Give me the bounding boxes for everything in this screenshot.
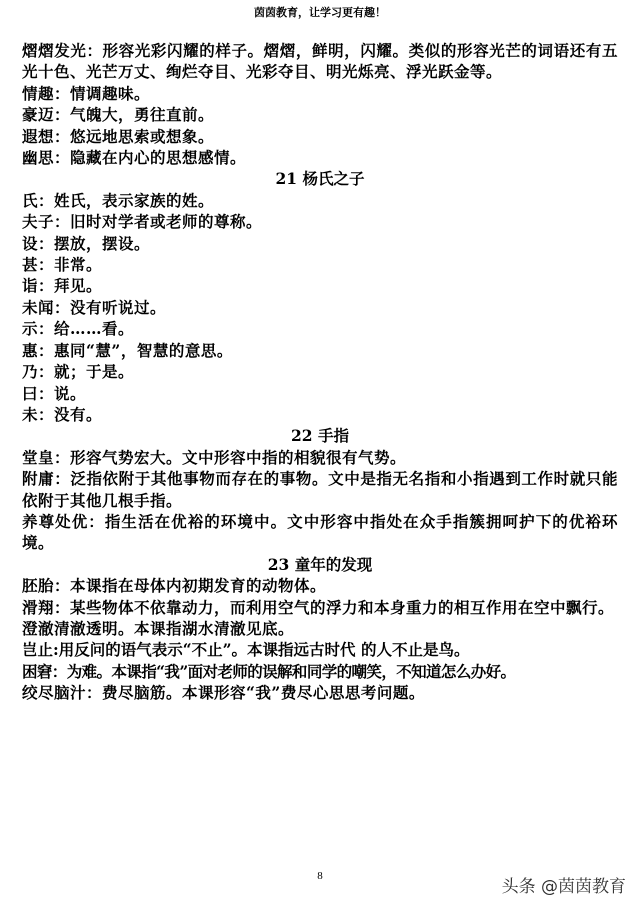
entry-shen: 甚：非常。	[22, 255, 103, 275]
entry-qizhi: 岂止:用反问的语气表示“不止”。本课指远古时代 的人不止是鸟。	[22, 640, 470, 660]
section-heading-21: 21 杨氏之子	[275, 169, 365, 189]
section-heading-23: 23 童年的发现	[267, 554, 373, 574]
entry-fuzi: 夫子：旧时对学者或老师的尊称。	[22, 212, 263, 232]
entry-peitai: 胚胎：本课指在母体内初期发育的动物体。	[22, 576, 327, 596]
entry-chengche: 澄澈清澈透明。本课指湖水清澈见底。	[22, 618, 295, 638]
entry-yi: 诣：拜见。	[22, 276, 103, 296]
entry-she: 设：摆放，摆设。	[22, 233, 151, 253]
entry-yue: 曰：说。	[22, 383, 87, 403]
document-body	[22, 40, 618, 704]
entry-weiwen: 未闻：没有听说过。	[22, 297, 167, 317]
entry-yiyi-faguang: 熠熠发光：形容光彩闪耀的样子。熠熠，鲜明，闪耀。类似的形容光芒的词语还有五光十色、光芒万丈、绚烂夺目、光彩夺目、明光烁亮、浮光跃金等。	[22, 41, 618, 82]
entry-shi-show: 示：给……看。	[22, 319, 135, 339]
entry-jiaojin-naozhi: 绞尽脑汁：费尽脑筋。本课形容“我”费尽心思思考问题。	[22, 683, 425, 703]
entry-qingqu: 情趣：情调趣味。	[22, 83, 151, 103]
entry-fuyong: 附庸：泛指依附于其他事物而存在的事物。文中是指无名指和小指遇到工作时就只能依附于其他几根手指。	[22, 469, 618, 510]
entry-huaxiang: 滑翔：某些物体不依靠动力，而利用空气的浮力和本身重力的相互作用在空中飘行。	[22, 597, 615, 617]
page-header: 茵茵教育，让学习更有趣！	[254, 6, 386, 19]
section-heading-22: 22 手指	[291, 426, 349, 446]
entry-kunjiong: 困窘：为难。本课指“我”面对老师的误解和同学的嘲笑，不知道怎么办好。	[22, 661, 516, 681]
entry-shi: 氏：姓氏，表示家族的姓。	[22, 190, 215, 210]
page-number: 8	[317, 870, 323, 882]
entry-yangzun-chuyou: 养尊处优：指生活在优裕的环境中。文中形容中指处在众手指簇拥呵护下的优裕环境。	[22, 511, 618, 553]
entry-hui: 惠：惠同“慧”，智慧的意思。	[22, 340, 233, 360]
entry-nai: 乃：就；于是。	[22, 362, 135, 382]
watermark: 头条 @茵茵教育	[501, 877, 626, 897]
entry-tanghuang: 堂皇：形容气势宏大。文中形容中指的相貌很有气势。	[22, 447, 407, 467]
entry-wei: 未：没有。	[22, 404, 103, 424]
entry-xiaxiang: 遐想：悠远地思索或想象。	[22, 126, 215, 146]
entry-yousi: 幽思：隐藏在内心的思想感情。	[22, 148, 247, 168]
entry-haomai: 豪迈：气魄大，勇往直前。	[22, 105, 215, 125]
